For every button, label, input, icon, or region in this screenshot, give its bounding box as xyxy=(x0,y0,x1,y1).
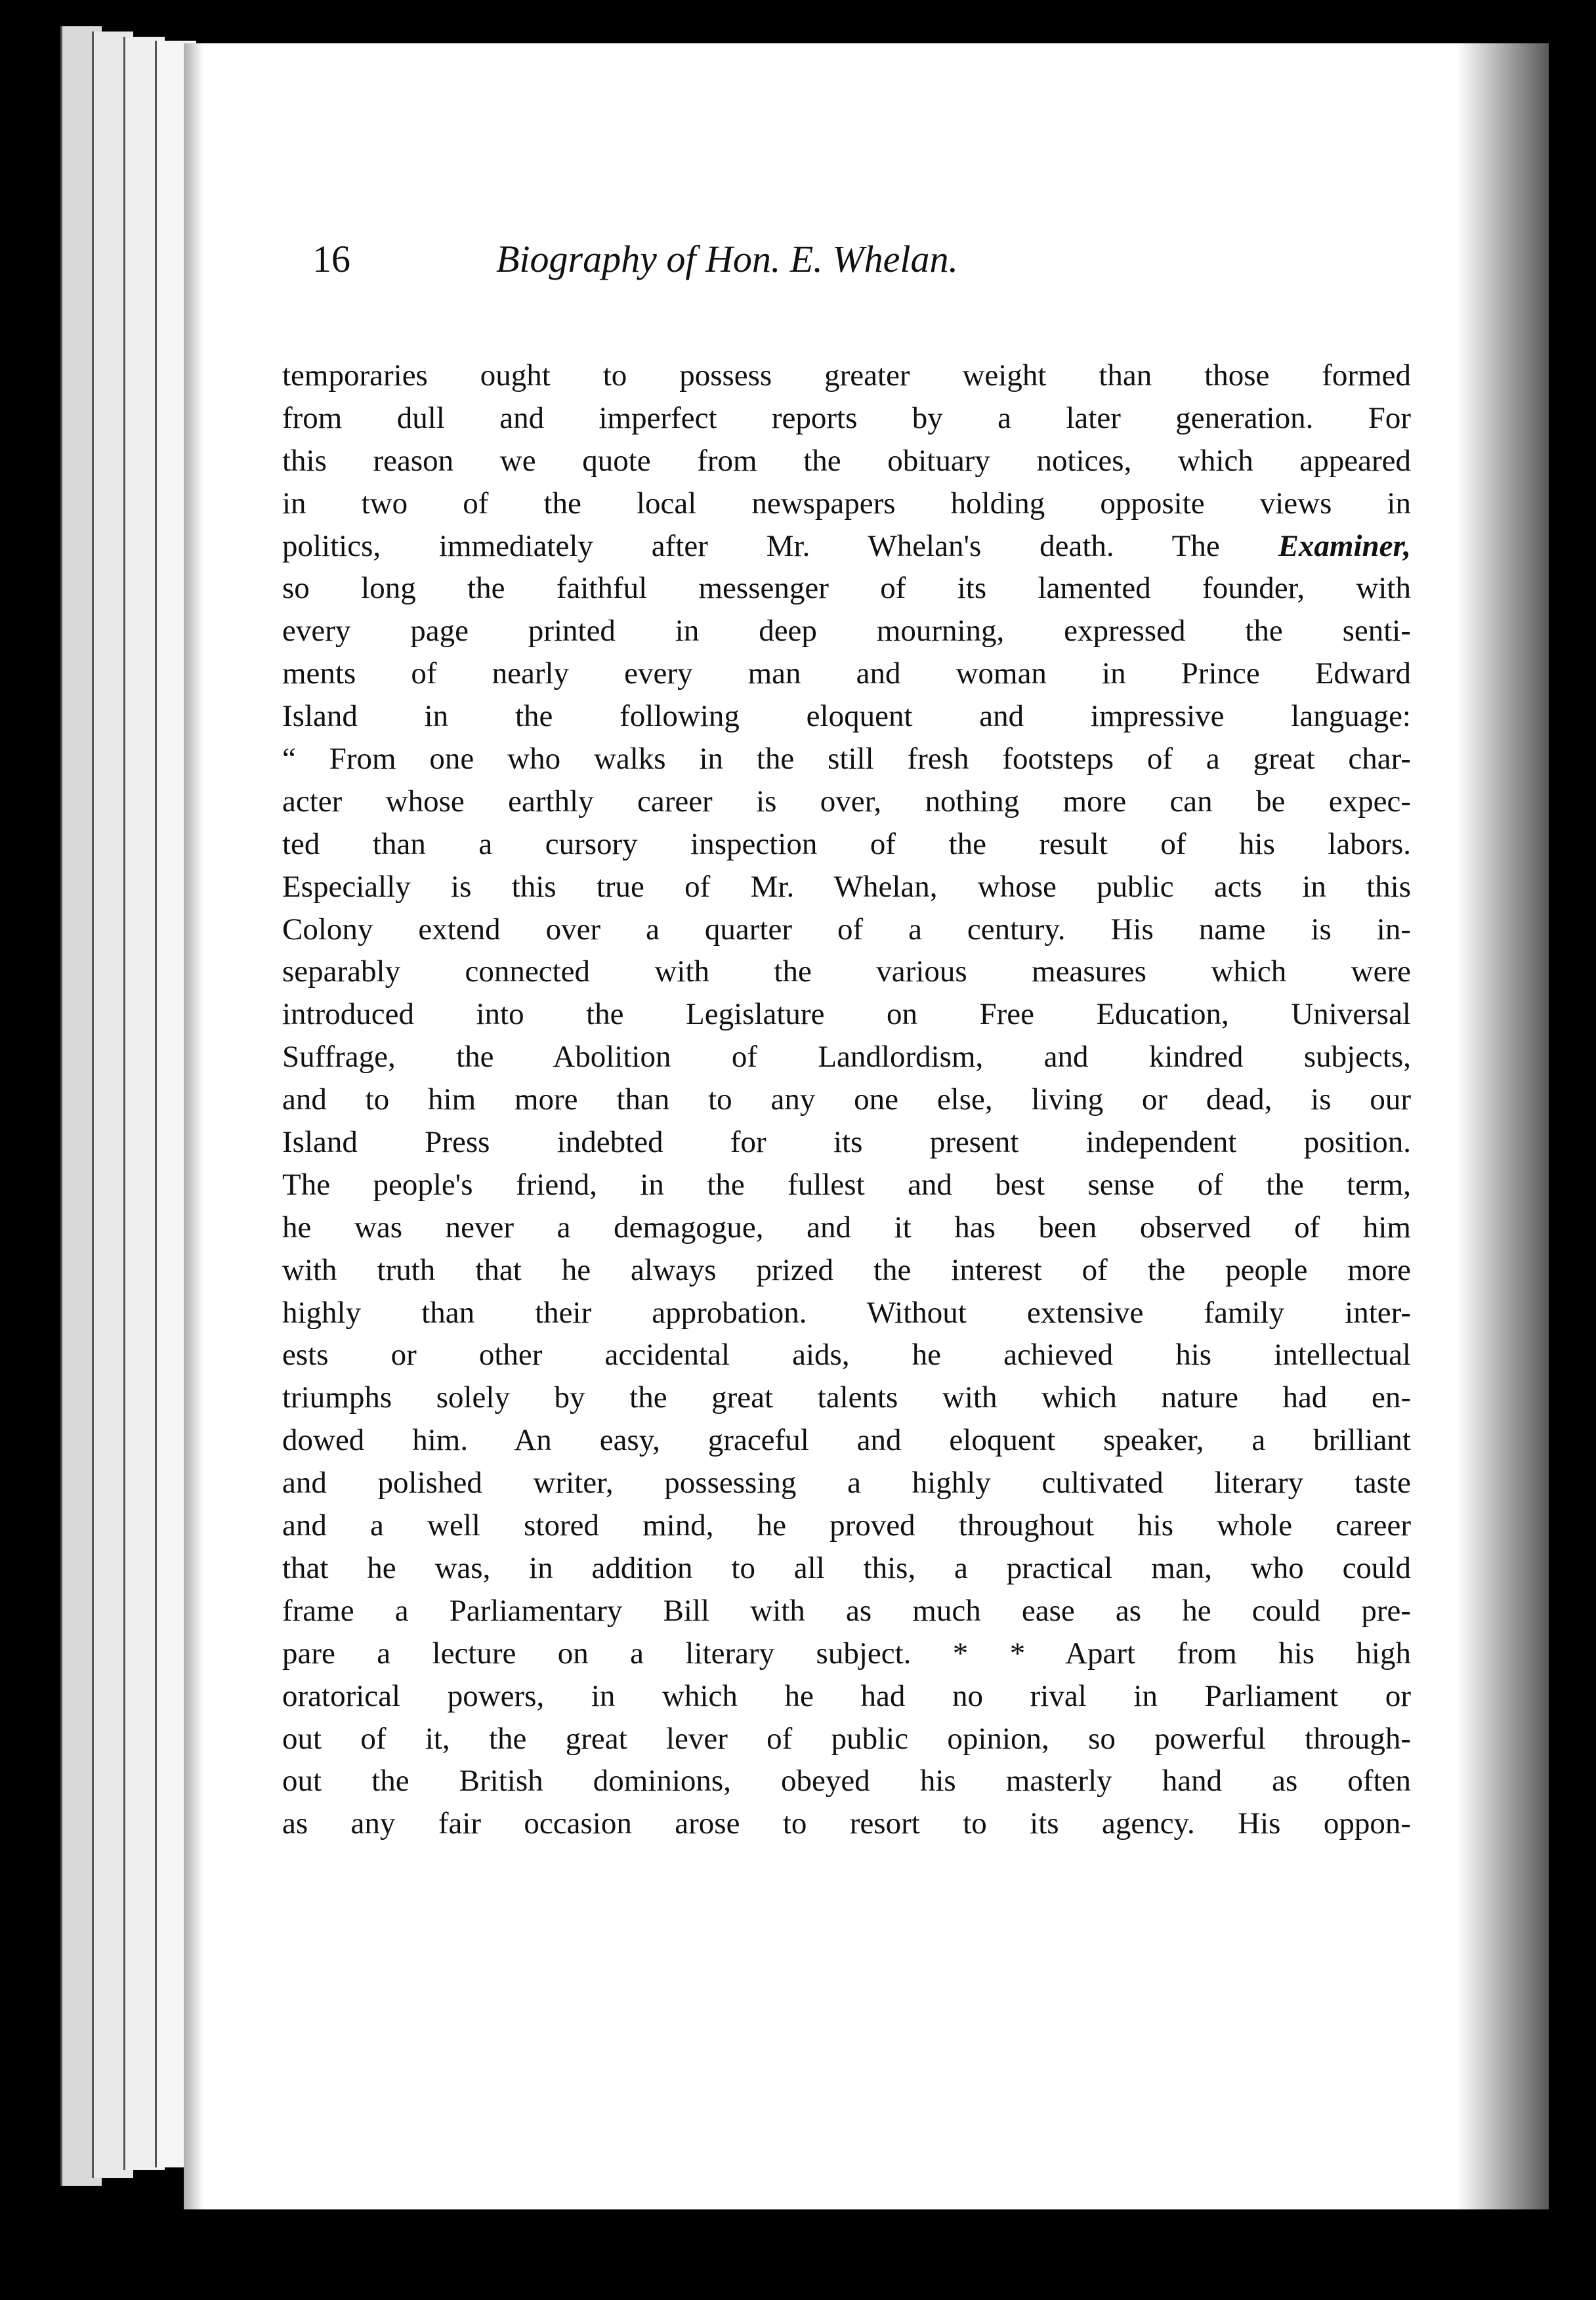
text-line: and to him more than to any one else, living or dead, is our xyxy=(282,1082,1411,1117)
text-line: Island in the following eloquent and impressive language: xyxy=(282,699,1411,734)
text-line: acter whose earthly career is over, nothing more can be expec- xyxy=(282,784,1411,819)
text-line: The people's friend, in the fullest and best sense of the term, xyxy=(282,1167,1411,1202)
text-line: and a well stored mind, he proved throughout his whole career xyxy=(282,1508,1411,1543)
text-line: he was never a demagogue, and it has been observed of him xyxy=(282,1210,1411,1245)
text-line: introduced into the Legislature on Free Education, Universal xyxy=(282,997,1411,1032)
text-line: temporaries ought to possess greater weight than those formed xyxy=(282,358,1411,393)
text-line: as any fair occasion arose to resort to its agency. His oppon- xyxy=(282,1806,1411,1841)
text-line: politics, immediately after Mr. Whelan's death. The Examiner, xyxy=(282,528,1411,563)
text-line: that he was, in addition to all this, a practical man, who could xyxy=(282,1550,1411,1585)
text-line: Colony extend over a quarter of a century. His name is in- xyxy=(282,912,1411,947)
text-line: so long the faithful messenger of its lamented founder, with xyxy=(282,571,1411,606)
page-header xyxy=(312,230,1231,289)
body-text xyxy=(282,354,1411,1845)
text-line: pare a lecture on a literary subject. * * Apart from his high xyxy=(282,1636,1411,1671)
text-line: with truth that he always prized the interest of the people more xyxy=(282,1252,1411,1287)
text-line: and polished writer, possessing a highly cultivated literary taste xyxy=(282,1466,1411,1501)
text-line: oratorical powers, in which he had no rival in Parliament or xyxy=(282,1678,1411,1713)
newspaper-name: Examiner, xyxy=(1278,528,1411,563)
running-head: Biography of Hon. E. Whelan. xyxy=(496,238,958,280)
page-number: 16 xyxy=(312,238,350,280)
text-line: out of it, the great lever of public opinion, so powerful through- xyxy=(282,1721,1411,1756)
text-line: Suffrage, the Abolition of Landlordism, and kindred subjects, xyxy=(282,1040,1411,1075)
text-line: “ From one who walks in the still fresh footsteps of a great char- xyxy=(282,742,1411,777)
text-line: from dull and imperfect reports by a later generation. For xyxy=(282,400,1411,435)
text-line: triumphs solely by the great talents with which nature had en- xyxy=(282,1380,1411,1415)
text-line: Especially is this true of Mr. Whelan, whose public acts in this xyxy=(282,869,1411,904)
text-line: ments of nearly every man and woman in Prince Edward xyxy=(282,656,1411,691)
text-line: separably connected with the various measures which were xyxy=(282,954,1411,989)
text-line: ests or other accidental aids, he achieved his intellectual xyxy=(282,1338,1411,1373)
text-line: every page printed in deep mourning, expressed the senti- xyxy=(282,614,1411,649)
text-line: this reason we quote from the obituary notices, which appeared xyxy=(282,443,1411,478)
text-line: Island Press indebted for its present independent position. xyxy=(282,1125,1411,1160)
text-line: frame a Parliamentary Bill with as much ease as he could pre- xyxy=(282,1593,1411,1628)
text-line: dowed him. An easy, graceful and eloquent speaker, a brilliant xyxy=(282,1423,1411,1458)
text-line: in two of the local newspapers holding opposite views in xyxy=(282,486,1411,521)
text-line: out the British dominions, obeyed his masterly hand as often xyxy=(282,1764,1411,1799)
text-line: ted than a cursory inspection of the result of his labors. xyxy=(282,826,1411,861)
text-line: highly than their approbation. Without extensive family inter- xyxy=(282,1295,1411,1330)
